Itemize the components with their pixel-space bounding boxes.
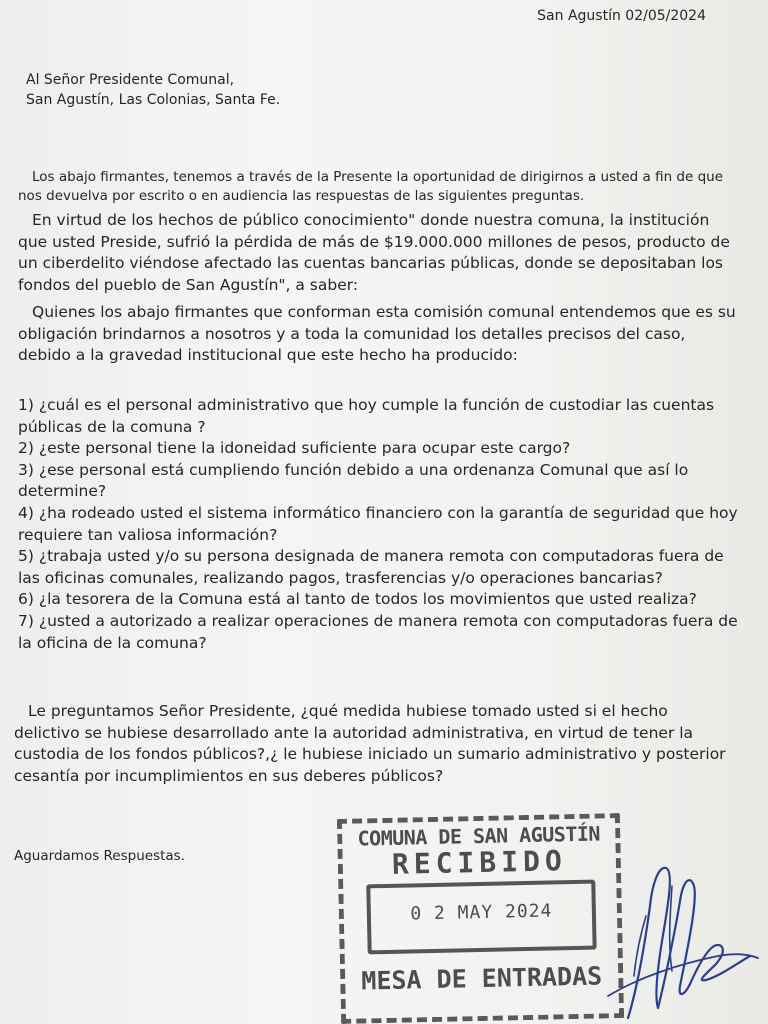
question-item: 2) ¿este personal tiene la idoneidad suficiente para ocupar este cargo? [18,439,571,458]
letter-date: San Agustín 02/05/2024 [537,8,706,24]
signoff-text: Aguardamos Respuestas. [14,848,185,864]
received-stamp [337,813,624,1024]
context-paragraph: En virtud de los hechos de público conocimiento" donde nuestra comuna, la institución que usted Preside, sufrió la pérdida de más de $19.000.000 millones de pesos, producto de un ciberdelito viéndose afectado las cuentas bancarias públicas, donde se depositaban los fondos del pueblo de San Agustín", a saber: [18,211,730,294]
question-item: 6) ¿la tesorera de la Comuna está al tanto de todos los movimientos que usted realiza? [18,590,697,609]
question-item: 5) ¿trabaja usted y/o su persona designada de manera remota con computadoras fuera de las oficinas comunales, realizando pagos, trasferencias y/o operaciones bancarias? [18,547,724,587]
addressee-block [26,70,280,110]
closing-paragraph: Le preguntamos Señor Presidente, ¿qué medida hubiese tomado usted si el hecho delictivo se hubiese desarrollado ante la autoridad administrativa, en virtud de tener la custodia de los fondos públicos?,¿ le hubiese iniciado un sumario administrativo y posterior cesantía por incumplimientos en sus deberes públicos? [14,702,726,785]
stamp-received-label: RECIBIDO [391,844,568,881]
stamp-commune-name: COMUNA DE SAN AGUSTÍN [357,821,601,851]
questions-list [18,395,738,654]
addressee-line-1: Al Señor Presidente Comunal, [26,72,235,88]
stamp-desk-label: MESA DE ENTRADAS [361,961,603,996]
stamp-date: 0 2 MAY 2024 [410,900,553,925]
addressee-line-2: San Agustín, Las Colonias, Santa Fe. [26,92,281,108]
handwritten-signature [588,846,763,1021]
obligation-paragraph: Quienes los abajo firmantes que conforman esta comisión comunal entendemos que es su obligación brindarnos a nosotros y a toda la comunidad los detalles precisos del caso, debido a la gravedad institucional que este hecho ha producido: [18,303,736,365]
question-item: 4) ¿ha rodeado usted el sistema informático financiero con la garantía de seguridad que hoy requiere tan valiosa información? [18,503,738,544]
intro-paragraph: Los abajo firmantes, tenemos a través de la Presente la oportunidad de dirigirnos a usted a fin de que nos devuelva por escrito o en audiencia las respuestas de las siguientes preguntas. [18,169,724,204]
stamp-date-box [366,880,596,955]
question-item: 1) ¿cuál es el personal administrativo que hoy cumple la función de custodiar las cuentas públicas de la comuna ? [18,396,715,436]
question-item: 7) ¿usted a autorizado a realizar operaciones de manera remota con computadoras fuera de la oficina de la comuna? [18,611,738,652]
question-item: 3) ¿ese personal está cumpliendo función debido a una ordenanza Comunal que así lo determine? [18,460,689,501]
